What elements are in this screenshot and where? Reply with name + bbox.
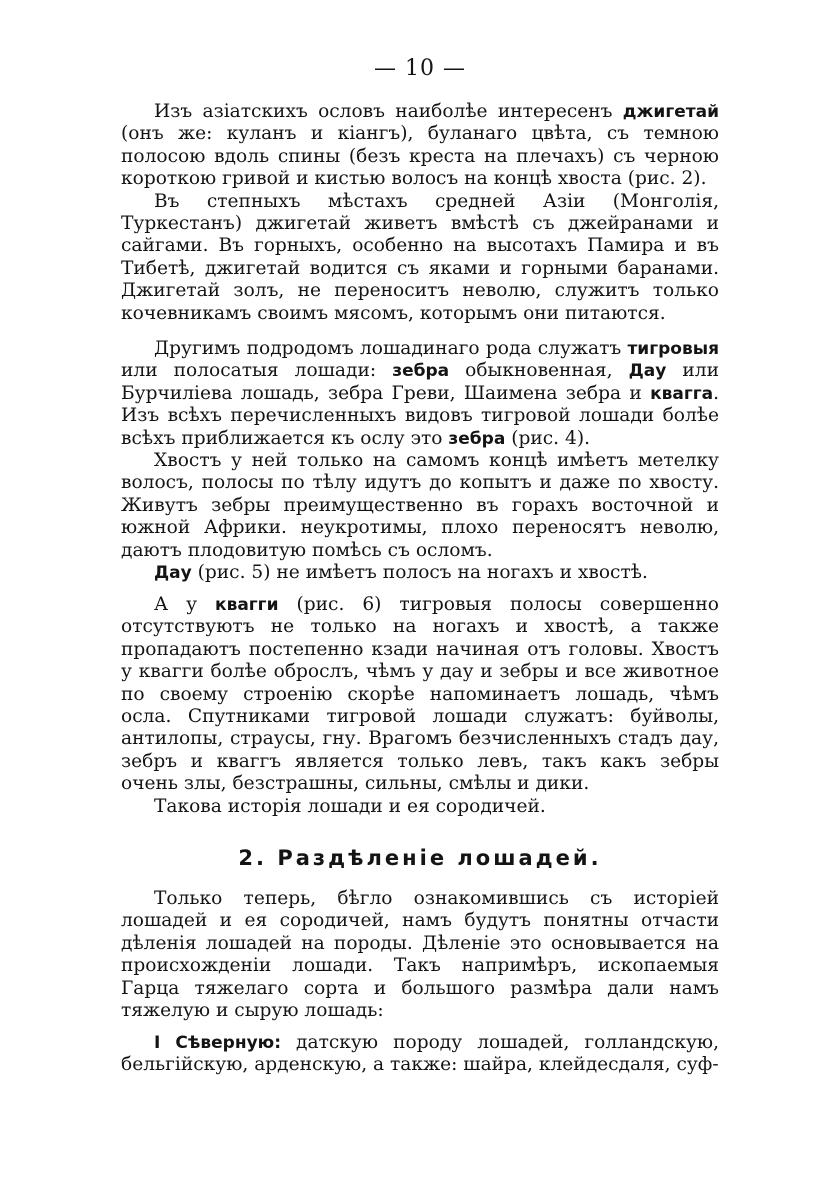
text-run: Другимъ подродомъ лошадинаго рода служатъ: [154, 338, 628, 359]
paragraph-group-dzhigetai: [121, 101, 719, 325]
term-bold: I Сѣверную:: [154, 1033, 281, 1053]
paragraph-dzhigetai-habitat: Въ степныхъ мѣстахъ средней Азіи (Монголія, Туркестанъ) джигетай живетъ вмѣстѣ съ джейранами и сайгами. Въ горныхъ, особенно на высотахъ Памира и въ Тибетѣ, джигетай водится съ яками и горными баранами. Джигетай золъ, не переноситъ неволю, служитъ только кочевникамъ своимъ мясомъ, которымъ они питаются.: [121, 190, 719, 324]
paragraph-group-division: [121, 888, 719, 1022]
term-bold: тигровыя: [627, 339, 719, 359]
paragraph-dzhigetai-intro: [121, 101, 719, 191]
term-bold: квагга: [650, 383, 714, 404]
text-run: (рис. 6) тигровыя полосы совершенно отсутствуютъ не только на ногахъ и хвостѣ, а также пропадаютъ постепенно кзади начиная отъ головы. Хвостъ у квагги болѣе оброслъ, чѣмъ у дау и зебры и все животное по своему строенію скорѣе напоминаетъ лошадь, чѣмъ осла. Спутниками тигровой лошади служатъ: буйволы, антилопы, страусы, гну. Врагомъ безчисленныхъ стадъ дау, зебръ и кваггъ является только левъ, такъ какъ зебры очень злы, безстрашны, сильны, смѣлы и дики.: [121, 594, 720, 795]
text-run: (рис. 4).: [505, 427, 591, 449]
section-heading: 2. Раздѣленіе лошадей.: [238, 846, 602, 870]
text-run: . Изъ всѣхъ перечисленныхъ видовъ тигровой лошади болѣе всѣхъ приближается къ ослу это: [121, 382, 719, 449]
text-run: датскую породу лошадей, голландскую, бельгійскую, арденскую, а также: шайра, клейдесдаля, суф-: [121, 1032, 719, 1076]
paragraph-history-end: Такова исторія лошади и ея сородичей.: [154, 795, 546, 817]
text-run: Изъ азіатскихъ ословъ наиболѣе интересенъ: [154, 101, 623, 122]
paragraph-dau: [121, 562, 719, 584]
page-number: — 10 —: [374, 56, 466, 81]
term-bold: зебра: [448, 428, 506, 449]
paragraph-group-zebras: [121, 338, 719, 584]
term-bold: джигетай: [622, 102, 719, 122]
paragraph-tiger-horses: [121, 338, 719, 450]
paragraph-division-intro: Только теперь, бѣгло ознакомившись съ исторіей лошадей и ея сородичей, намъ будутъ понятны отчасти дѣленія лошадей на породы. Дѣленіе это основывается на происхожденіи лошади. Такъ напримѣръ, ископаемыя Гарца тяжелаго сорта и большого размѣра дали намъ тяжелую и сырую лошадь:: [121, 888, 719, 1022]
text-run: обыкновенная,: [449, 360, 629, 382]
term-bold: квагги: [215, 595, 279, 615]
text-run: А у: [154, 594, 216, 615]
term-bold: Дау: [628, 361, 667, 382]
term-bold: Дау: [154, 563, 192, 584]
paragraph-group-northern: [121, 1032, 719, 1077]
paragraph-zebra-tail: Хвостъ у ней только на самомъ концѣ имѣетъ метелку волосъ, полосы по тѣлу идутъ до копытъ и даже по хвосту. Живутъ зебры преимущественно въ горахъ восточной и южной Африки. неукротимы, плохо переносятъ неволю, даютъ плодовитую помѣсь съ осломъ.: [121, 450, 719, 561]
term-bold: зебра: [392, 361, 450, 382]
text-run: (онъ же: куланъ и кіангъ), буланаго цвѣта, съ темною полосою вдоль спины (безъ креста на плечахъ) съ черною короткою гривой и кистью волосъ на концѣ хвоста (рис. 2).: [121, 123, 719, 190]
text-run: или Бурчиліева лошадь, зебра Греви, Шаимена зебра и: [121, 360, 719, 404]
paragraph-northern-breeds: [121, 1032, 719, 1077]
text-run: (рис. 5) не имѣетъ полосъ на ногахъ и хвостѣ.: [191, 562, 648, 584]
paragraph-quagga: [121, 594, 719, 796]
text-run: или полосатыя лошади:: [121, 360, 393, 382]
paragraph-group-quagga: [121, 594, 719, 818]
